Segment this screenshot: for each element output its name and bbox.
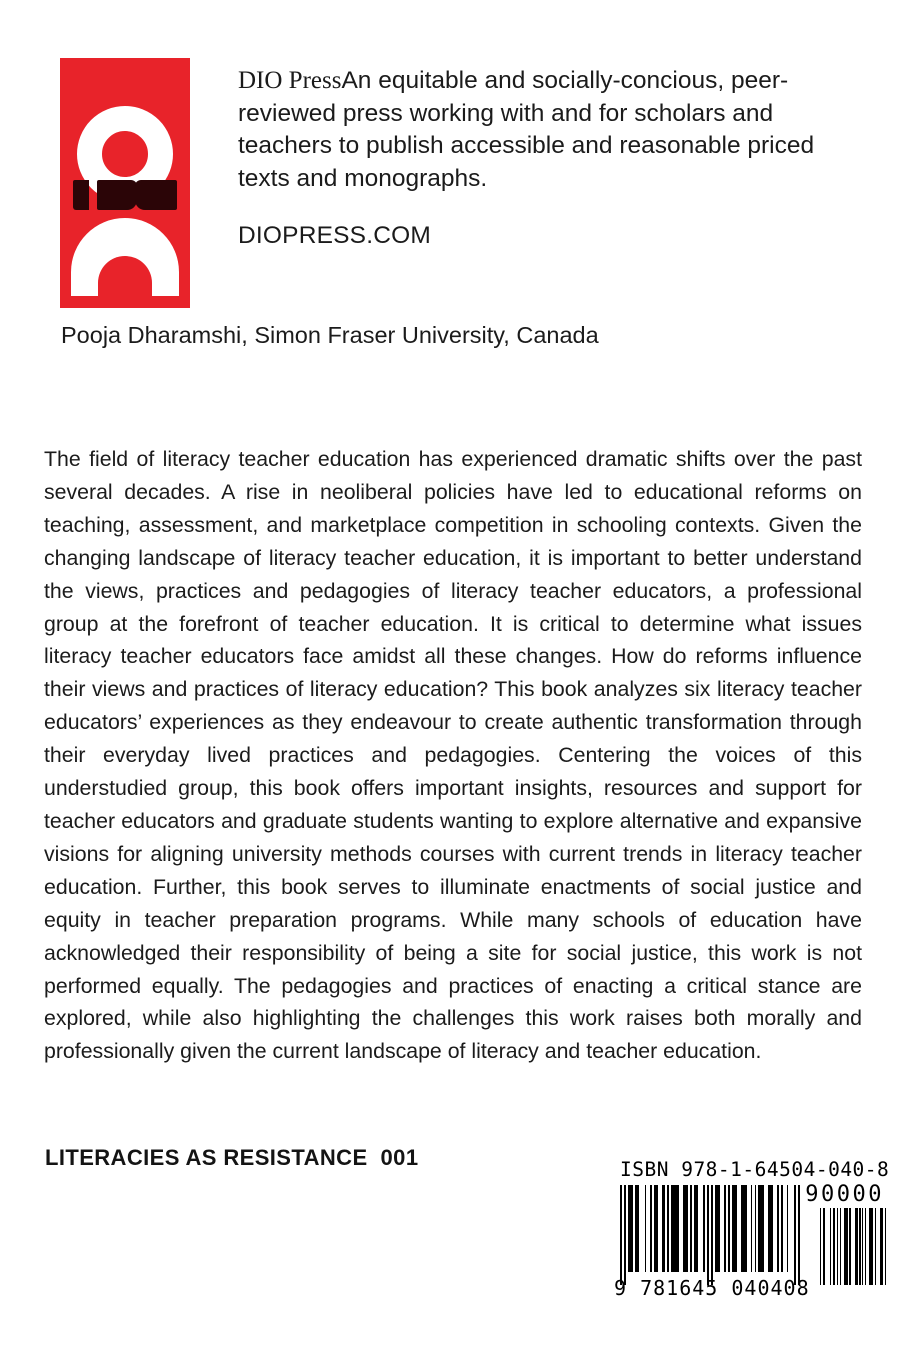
ean5-addon-barcode-bars xyxy=(820,1208,886,1285)
back-cover-blurb xyxy=(44,443,862,1068)
ean13-barcode-bars xyxy=(620,1185,800,1285)
dio-press-logo xyxy=(60,58,190,308)
logo-open-book-icon xyxy=(73,180,177,210)
series-title-and-number: LITERACIES AS RESISTANCE 001 xyxy=(45,1145,419,1170)
logo-letter-d-icon xyxy=(71,218,179,296)
isbn-number-label: ISBN 978-1-64504-040-8 xyxy=(620,1158,890,1181)
publisher-website-url[interactable]: DIOPRESS.COM xyxy=(238,222,431,250)
publisher-description: An equitable and socially-concious, peer-reviewed press working with and for scholars and teachers to publish accessible and reasonable priced texts and monographs. xyxy=(238,67,815,192)
logo-book-page-middle xyxy=(97,180,137,210)
logo-book-page-left xyxy=(73,180,89,210)
publisher-block xyxy=(238,64,862,250)
publisher-name: DIO Press xyxy=(238,67,342,94)
author-affiliation-line: Pooja Dharamshi, Simon Fraser University, Canada xyxy=(61,322,599,348)
publisher-description-paragraph xyxy=(238,64,862,195)
blurb-paragraph: The field of literacy teacher education has experienced dramatic shifts over the past several decades. A rise in neoliberal policies have led to educational reforms on teaching, assessment, and marketplace competition in schooling contexts. Given the changing landscape of literacy teacher education, it is important to better understand the views, practices and pedagogies of literacy teacher educators, a professional group at the forefront of teacher education. It is critical to determine what issues literacy teacher educators face amidst all these changes. How do reforms influence their views and practices of literacy education? This book analyzes six literacy teacher educators’ experiences as they endeavour to create authentic transformation through their everyday lived practices and pedagogies. Centering the voices of this understudied group, this book offers important insights, resources and support for teacher educators and graduate students wanting to explore alternative and expansive visions for aligning university methods courses with current trends in literacy teacher education. Further, this book serves to illuminate enactments of social justice and equity in teacher preparation programs. While many schools of education have acknowledged their responsibility of being a site for social justice, this work is not performed equally. The pedagogies and practices of enacting a critical stance are explored, while also highlighting the challenges this work raises both morally and professionally given the current landscape of literacy and teacher education. xyxy=(44,447,862,1064)
barcode-human-readable-digits: 9 781645 040408 xyxy=(614,1276,810,1300)
isbn-barcode-zone xyxy=(614,1158,890,1308)
barcode-price-addon-label: 90000 xyxy=(805,1182,884,1207)
logo-book-page-right xyxy=(135,180,177,210)
